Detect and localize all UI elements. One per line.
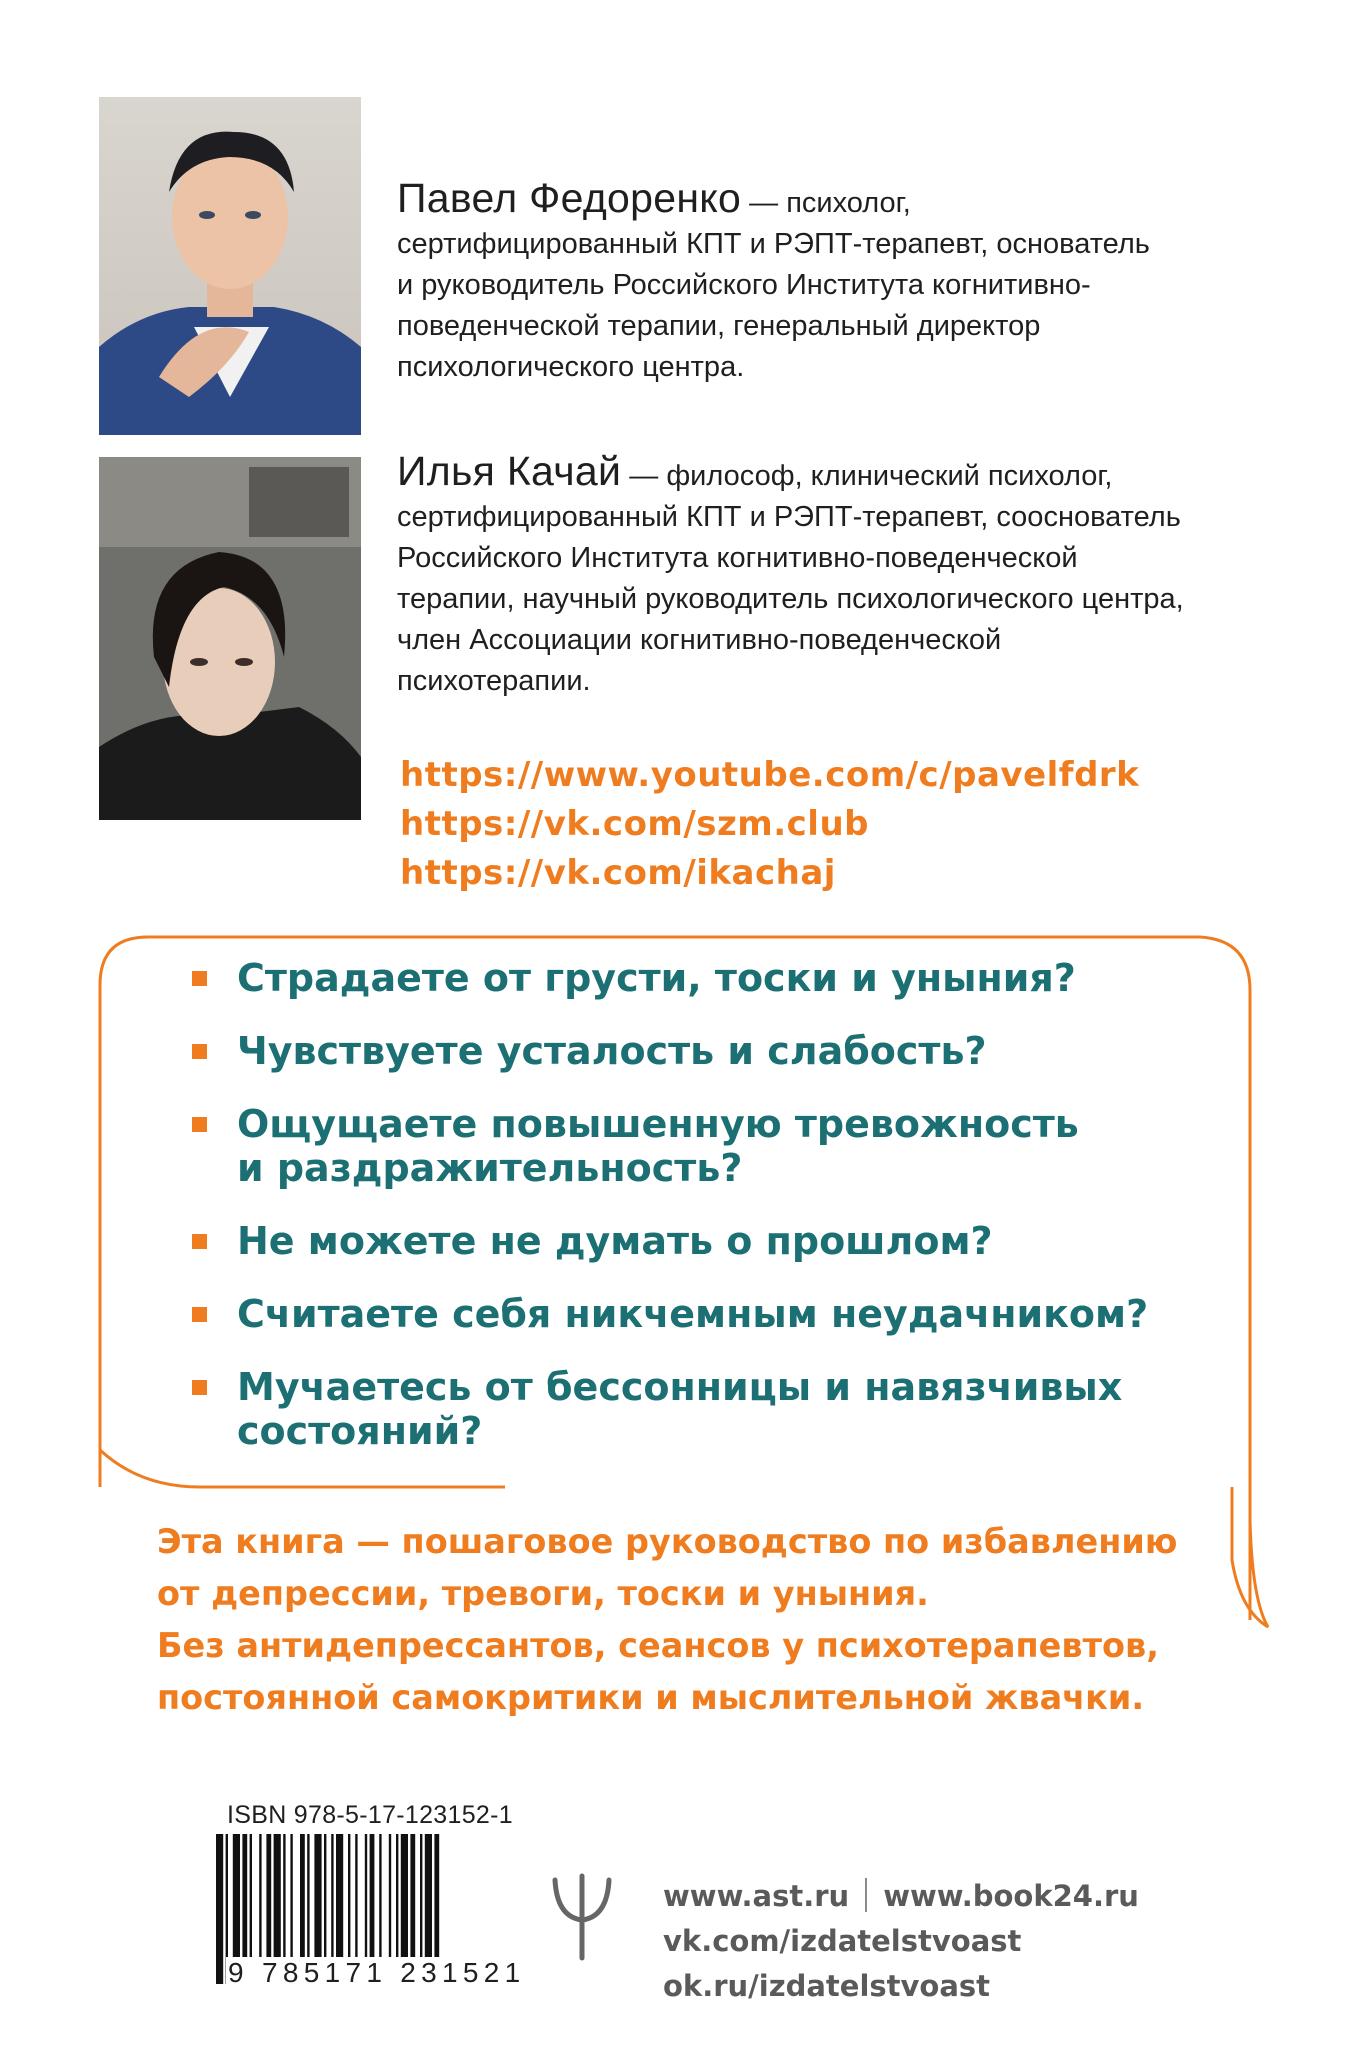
- square-bullet-icon: [192, 1307, 207, 1322]
- summary-line: Эта книга — пошаговое руководство по избавлению: [157, 1522, 1178, 1561]
- barcode-bar: [396, 1834, 398, 1958]
- divider: [865, 1878, 867, 1912]
- barcode-bar: [324, 1834, 326, 1958]
- author-links: [400, 751, 1139, 898]
- barcode-bar: [370, 1834, 375, 1958]
- summary-line: от депрессии, тревоги, тоски и уныния.: [157, 1574, 929, 1613]
- author-description: и руководитель Российского Института когнитивно-: [397, 269, 1091, 301]
- barcode-bar: [379, 1834, 381, 1958]
- author-description: сертифицированный КПТ и РЭПТ-терапевт, основатель: [397, 228, 1150, 260]
- barcode-bar: [365, 1834, 367, 1958]
- author-description: психологического центра.: [397, 351, 745, 383]
- link-youtube[interactable]: https://www.youtube.com/c/pavelfdrk: [400, 755, 1140, 795]
- author-photo-ilya: [99, 457, 361, 820]
- author-bio-ilya: [397, 448, 1297, 702]
- link-vk-ikachaj[interactable]: https://vk.com/ikachaj: [400, 853, 836, 893]
- question-item: Чувствуете усталость и слабость?: [192, 1029, 1252, 1073]
- psi-logo-icon: [551, 1872, 613, 1962]
- barcode-bar: [355, 1834, 357, 1958]
- barcode-bar: [233, 1834, 240, 1958]
- barcode-bar: [401, 1834, 408, 1958]
- barcode-bar: [410, 1834, 415, 1958]
- barcode-bar: [283, 1834, 285, 1958]
- author-description: психотерапии.: [397, 665, 591, 697]
- author-description: — психолог,: [749, 187, 911, 219]
- square-bullet-icon: [192, 971, 207, 986]
- book-summary: [157, 1516, 1317, 1724]
- author-description: терапии, научный руководитель психологического центра,: [397, 583, 1184, 615]
- ean-digits: 9 785171 231521: [228, 1957, 526, 1988]
- author-name: Илья Качай: [397, 448, 622, 494]
- square-bullet-icon: [192, 1117, 207, 1132]
- barcode-bar: [290, 1834, 292, 1958]
- barcode-bar: [300, 1834, 305, 1958]
- author-bio-pavel: [397, 175, 1297, 388]
- barcode-bar: [307, 1834, 309, 1958]
- isbn-text: ISBN 978-5-17-123152-1: [227, 1801, 513, 1829]
- author-description: Российского Института когнитивно-поведенческой: [397, 542, 1078, 574]
- question-item: Страдаете от грусти, тоски и уныния?: [192, 956, 1252, 1000]
- question-item: Ощущаете повышенную тревожность и раздражительность?: [192, 1102, 1252, 1190]
- barcode-bar: [216, 1834, 223, 1984]
- square-bullet-icon: [192, 1044, 207, 1059]
- author-photo-pavel: [99, 97, 361, 435]
- barcode-bar: [314, 1834, 321, 1958]
- question-item: Мучаетесь от бессонницы и навязчивых состояний?: [192, 1365, 1252, 1453]
- barcode-bar: [266, 1834, 271, 1958]
- summary-line: Без антидепрессантов, сеансов у психотерапевтов,: [157, 1626, 1159, 1665]
- barcode-bar: [348, 1834, 350, 1958]
- publisher-site-book24[interactable]: www.book24.ru: [883, 1879, 1139, 1913]
- author-description: поведенческой терапии, генеральный директор: [397, 310, 1041, 342]
- publisher-site-ast[interactable]: www.ast.ru: [663, 1879, 850, 1913]
- barcode-bar: [250, 1834, 252, 1958]
- link-vk-szm[interactable]: https://vk.com/szm.club: [400, 804, 869, 844]
- publisher-vk[interactable]: vk.com/izdatelstvoast: [663, 1924, 1022, 1958]
- author-description: член Ассоциации когнитивно-поведенческой: [397, 624, 1002, 656]
- question-item: Не можете не думать о прошлом?: [192, 1219, 1252, 1263]
- question-item: Считаете себя никчемным неудачником?: [192, 1292, 1252, 1336]
- barcode-bar: [420, 1834, 422, 1958]
- barcode-bar: [242, 1834, 247, 1958]
- barcode-bar: [336, 1834, 343, 1958]
- author-description: сертифицированный КПТ и РЭПТ-терапевт, сооснователь: [397, 501, 1181, 533]
- barcode-bar: [259, 1834, 261, 1958]
- barcode-bar: [425, 1834, 432, 1958]
- author-name: Павел Федоренко: [397, 175, 742, 221]
- publisher-ok[interactable]: ok.ru/izdatelstvoast: [663, 1969, 991, 2003]
- summary-line: постоянной самокритики и мыслительной жвачки.: [157, 1678, 1145, 1717]
- barcode-bar: [389, 1834, 391, 1958]
- barcode-bar: [274, 1834, 281, 1958]
- square-bullet-icon: [192, 1234, 207, 1249]
- author-description: — философ, клинический психолог,: [629, 460, 1113, 492]
- question-list: [192, 956, 1252, 1482]
- square-bullet-icon: [192, 1380, 207, 1395]
- publisher-info: [663, 1874, 1139, 2009]
